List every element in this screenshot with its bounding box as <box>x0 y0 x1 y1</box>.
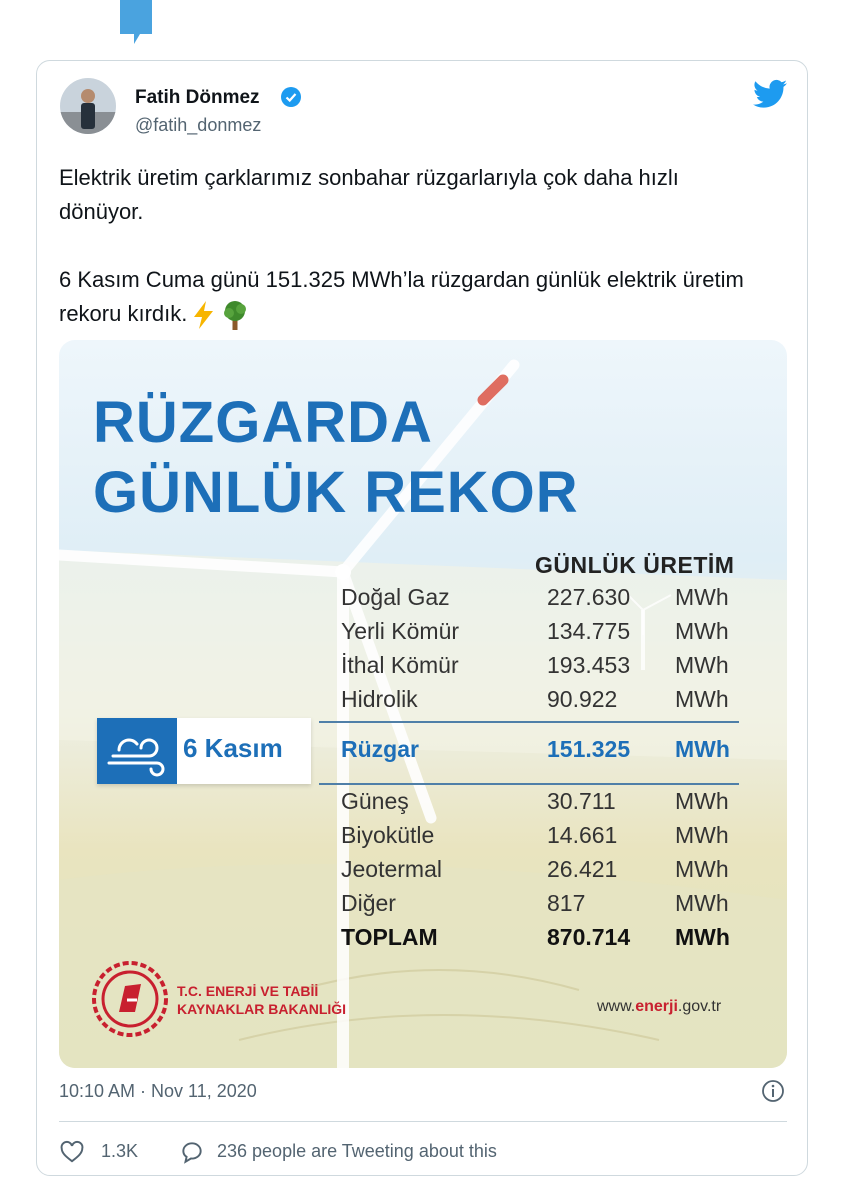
table-row <box>341 686 761 718</box>
row-name: Rüzgar <box>341 736 419 762</box>
row-value: 151.325 <box>547 736 631 762</box>
row-value: 817 <box>547 890 586 916</box>
ministry-name-line-2: KAYNAKLAR BAKANLIĞI <box>177 1001 347 1017</box>
date-badge <box>97 718 311 784</box>
tweeting-about-link[interactable]: 236 people are Tweeting about this <box>217 1141 497 1161</box>
user-handle[interactable]: @fatih_donmez <box>135 115 262 135</box>
divider-line <box>319 721 739 723</box>
row-unit: MWh <box>675 584 729 610</box>
row-unit: MWh <box>675 618 729 644</box>
infographic-image[interactable] <box>59 340 787 1068</box>
row-name: İthal Kömür <box>341 652 459 678</box>
row-name: Yerli Kömür <box>341 618 460 644</box>
row-unit: MWh <box>675 686 729 712</box>
tweet-paragraph-2-text: 6 Kasım Cuma günü 151.325 MWh’la rüzgardan günlük elektrik üretim rekoru kırdık. <box>59 267 744 326</box>
reply-bubble-icon[interactable] <box>179 1139 205 1165</box>
table-row-total <box>341 924 761 956</box>
row-unit: MWh <box>675 652 729 678</box>
actions-divider <box>59 1121 787 1122</box>
row-value: 90.922 <box>547 686 618 712</box>
website-url <box>597 998 721 1016</box>
like-count[interactable]: 1.3K <box>101 1141 139 1161</box>
table-row <box>341 822 761 854</box>
ministry-name-line-1: T.C. ENERJİ VE TABİİ <box>177 983 319 999</box>
heart-icon[interactable] <box>59 1139 85 1165</box>
table-row-highlight <box>341 736 761 768</box>
table-row <box>341 890 761 922</box>
divider-line <box>319 783 739 785</box>
column-header: GÜNLÜK ÜRETİM <box>535 552 735 578</box>
headline-line-2: GÜNLÜK REKOR <box>93 460 579 525</box>
row-name: Doğal Gaz <box>341 584 450 610</box>
info-icon[interactable] <box>761 1079 785 1103</box>
display-name[interactable]: Fatih Dönmez <box>135 87 260 108</box>
website-suffix: .gov.tr <box>677 998 722 1015</box>
table-row <box>341 856 761 888</box>
bookmark-icon <box>120 0 152 44</box>
date-badge-label: 6 Kasım <box>183 733 283 763</box>
row-unit: MWh <box>675 736 730 762</box>
row-value: 870.714 <box>547 924 631 950</box>
row-unit: MWh <box>675 822 729 848</box>
avatar[interactable] <box>60 78 116 134</box>
ministry-emblem-icon <box>91 960 169 1038</box>
headline-line-1: RÜZGARDA <box>93 390 433 455</box>
row-value: 14.661 <box>547 822 618 848</box>
table-row <box>341 652 761 684</box>
website-prefix: www. <box>597 998 636 1015</box>
row-unit: MWh <box>675 924 730 950</box>
tree-emoji-icon <box>221 300 249 330</box>
tweet-paragraph-2 <box>59 263 759 331</box>
row-value: 26.421 <box>547 856 618 882</box>
row-value: 227.630 <box>547 584 631 610</box>
row-value: 30.711 <box>547 788 616 814</box>
twitter-bird-icon[interactable] <box>753 79 787 109</box>
row-unit: MWh <box>675 788 729 814</box>
lightning-emoji-icon <box>191 301 217 329</box>
tweet-paragraph-1: Elektrik üretim çarklarımız sonbahar rüzgarlarıyla çok daha hızlı dönüyor. <box>59 165 679 224</box>
row-value: 193.453 <box>547 652 631 678</box>
row-unit: MWh <box>675 856 729 882</box>
tweet-text <box>59 161 759 331</box>
row-name: Biyokütle <box>341 822 435 848</box>
tweet-timestamp[interactable]: 10:10 AM · Nov 11, 2020 <box>59 1081 257 1101</box>
ministry-name <box>177 982 346 1018</box>
row-name: Diğer <box>341 890 396 916</box>
row-name: TOPLAM <box>341 924 438 950</box>
verified-badge-icon <box>281 87 301 107</box>
row-name: Jeotermal <box>341 856 442 882</box>
row-unit: MWh <box>675 890 729 916</box>
table-row <box>341 584 761 616</box>
infographic-headline <box>93 388 579 528</box>
wind-cloud-icon <box>97 718 177 784</box>
row-name: Güneş <box>341 788 409 814</box>
table-row <box>341 788 761 820</box>
website-brand: enerji <box>635 998 678 1015</box>
table-row <box>341 618 761 650</box>
row-value: 134.775 <box>547 618 631 644</box>
tweet-card <box>36 60 808 1176</box>
row-name: Hidrolik <box>341 686 418 712</box>
